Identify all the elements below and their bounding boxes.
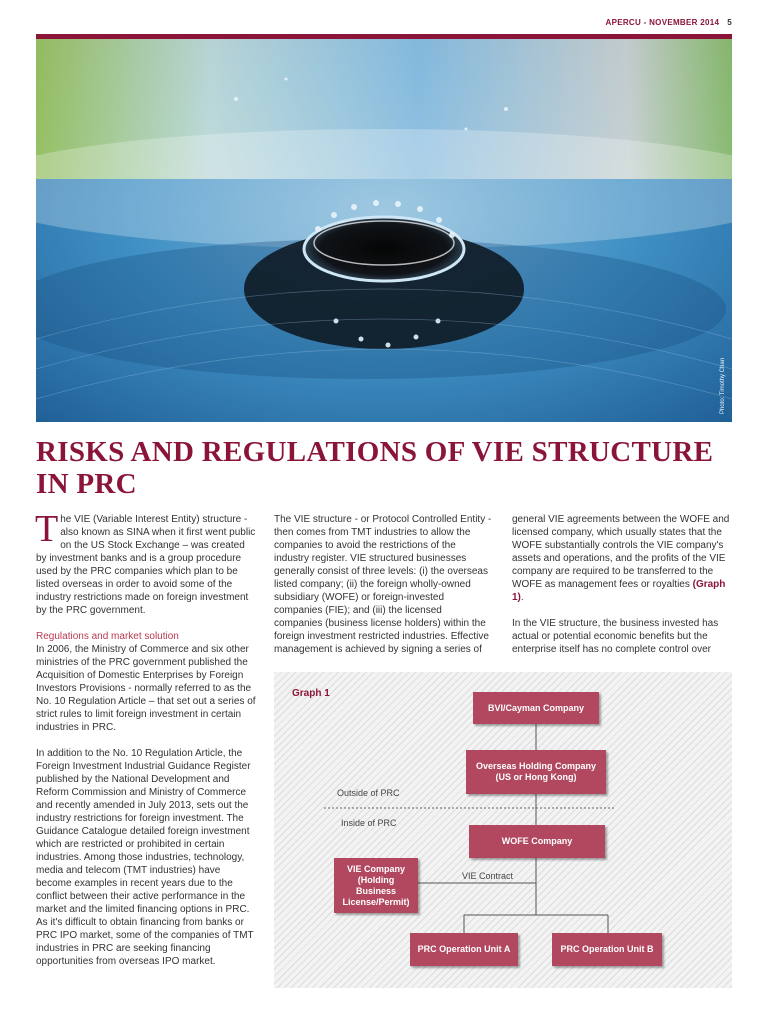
column-1 <box>35 508 256 981</box>
prc-operation-unit-b-box: PRC Operation Unit B <box>552 933 662 966</box>
intro-paragraph: The VIE (Variable Interest Entity) structure - also known as SINA when it first went public on the US Stock Exchange – was created by investment banks and is a group procedure used by the PRC companies which plan to be listed overseas in order to avoid some of the industry restrictions made on foreign investment by the PRC government. <box>35 508 256 616</box>
hero-photo <box>36 39 732 422</box>
wofe-company-box: WOFE Company <box>469 825 605 858</box>
publication-name: APERCU - NOVEMBER 2014 <box>605 18 720 27</box>
paragraph: In 2006, the Ministry of Commerce and six other ministries of the PRC government published the Acquisition of Domestic Enterprises by Foreign Investors Provisions - normally referred to as the No. 10 Regulation Article – that set out a series of strict rules to limit foreign investment in certain industries in PRC. <box>36 644 256 733</box>
drop-cap: T <box>35 508 59 550</box>
article-title: RISKS AND REGULATIONS OF VIE STRUCTURE IN PRC <box>36 436 714 500</box>
paragraph: In the VIE structure, the business invested has actual or potential economic benefits but the enterprise itself has no complete control over <box>512 618 719 655</box>
graph-reference: (Graph 1) <box>512 579 726 603</box>
graph-title: Graph 1 <box>292 688 330 699</box>
vie-structure-diagram <box>274 672 732 988</box>
inside-prc-label: Inside of PRC <box>341 818 397 828</box>
bvi-cayman-company-box: BVI/Cayman Company <box>473 692 599 724</box>
page-number: 5 <box>727 18 732 27</box>
paragraph: general VIE agreements between the WOFE and licensed company, which usually states that the WOFE substantially controls the VIE company's assets and operations, and the profits of the VIE company are required to be transferred to the WOFE as management fees or royalties (Graph 1). <box>512 514 730 603</box>
prc-operation-unit-a-box: PRC Operation Unit A <box>410 933 518 966</box>
vie-company-box: VIE Company (Holding Business License/Permit) <box>334 858 418 913</box>
outside-prc-label: Outside of PRC <box>337 788 400 798</box>
water-drop-image <box>36 39 732 422</box>
paragraph: The VIE structure - or Protocol Controlled Entity - then comes from TMT industries to allow the companies to avoid the restrictions of the industry register. VIE structured businesses generally consist of three levels: (i) the overseas listed company; (ii) the foreign wholly-owned subsidiary (WOFE) or foreign-invested companies (FIE); and (iii) the licensed companies (business license holders) within the foreign investment restricted industries. Effective management is achieved by signing a series of <box>274 514 492 655</box>
column-3 <box>512 513 732 669</box>
paragraph: In addition to the No. 10 Regulation Article, the Foreign Investment Industrial Guidance Register published by the National Development and Reform Commission and Ministry of Commerce and recently amended in July 2013, sets out the industry restrictions for foreign investment. The Guidance Catalogue detailed foreign investment which are restricted or prohibited in certain industries. Among those industries, technology, media and telecom (TMT industries) have become examples in recent years due to the conflict between their active performance in the market and the limited financing options in PRC. As it's difficult to obtain financing from banks or PRC IPO market, some of the companies of TMT industries in PRC are seeking financing opportunities from overseas IPO market. <box>36 748 254 967</box>
column-2 <box>274 513 492 669</box>
photo-credit: Photo: Timothy Chan <box>720 357 726 414</box>
page-header <box>606 18 733 27</box>
vie-contract-label: VIE Contract <box>462 871 514 881</box>
section-subheading: Regulations and market solution <box>36 631 179 642</box>
overseas-holding-company-box: Overseas Holding Company (US or Hong Kong) <box>466 750 606 794</box>
